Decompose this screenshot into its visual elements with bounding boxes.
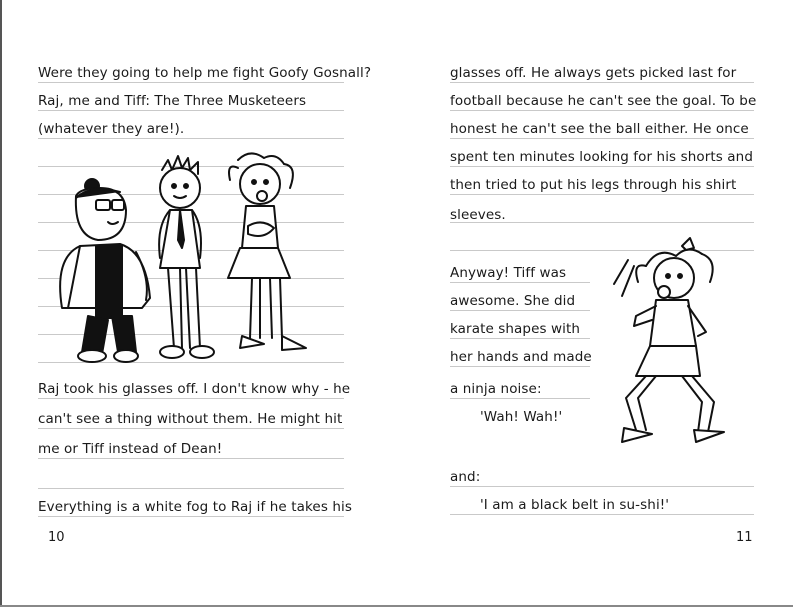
- text-line: me or Tiff instead of Dean!: [38, 441, 223, 457]
- page-number: 10: [48, 530, 65, 545]
- text-line: glasses off. He always gets picked last for: [450, 65, 737, 81]
- ruled-line: [450, 138, 754, 139]
- text-line: 'I am a black belt in su-shi!': [480, 497, 670, 513]
- ruled-line: [38, 516, 344, 517]
- text-line: (whatever they are!).: [38, 121, 185, 137]
- ruled-line: [450, 398, 590, 399]
- text-line: and:: [450, 469, 481, 485]
- text-line: Raj took his glasses off. I don't know why - he: [38, 381, 351, 397]
- ruled-line: [38, 110, 344, 111]
- left-page: [0, 0, 396, 607]
- ruled-line: [450, 310, 590, 311]
- ruled-line: [450, 486, 754, 487]
- ruled-line: [450, 166, 754, 167]
- text-line: Everything is a white fog to Raj if he takes his: [38, 499, 352, 515]
- ruled-line: [38, 138, 344, 139]
- right-page: [396, 0, 793, 607]
- text-line: her hands and made: [450, 349, 592, 365]
- three-friends-illustration: [50, 148, 330, 368]
- text-line: football because he can't see the goal. To be: [450, 93, 757, 109]
- text-line: sleeves.: [450, 207, 506, 223]
- text-line: honest he can't see the ball either. He once: [450, 121, 749, 137]
- ruled-line: [38, 398, 344, 399]
- text-line: a ninja noise:: [450, 381, 542, 397]
- text-line: then tried to put his legs through his shirt: [450, 177, 737, 193]
- ruled-line: [450, 110, 754, 111]
- text-line: 'Wah! Wah!': [480, 409, 563, 425]
- text-line: karate shapes with: [450, 321, 581, 337]
- ruled-line: [38, 488, 344, 489]
- ruled-line: [38, 82, 344, 83]
- ruled-line: [38, 458, 344, 459]
- text-line: Raj, me and Tiff: The Three Musketeers: [38, 93, 307, 109]
- tiff-karate-illustration: [606, 236, 746, 446]
- page-number: 11: [736, 530, 753, 545]
- ruled-line: [450, 338, 590, 339]
- ruled-line: [450, 282, 590, 283]
- ruled-line: [450, 514, 754, 515]
- text-line: Were they going to help me fight Goofy Gosnall?: [38, 65, 372, 81]
- ruled-line: [450, 82, 754, 83]
- ruled-line: [450, 194, 754, 195]
- text-line: can't see a thing without them. He might hit: [38, 411, 343, 427]
- text-line: spent ten minutes looking for his shorts and: [450, 149, 753, 165]
- text-line: Anyway! Tiff was: [450, 265, 567, 281]
- ruled-line: [38, 428, 344, 429]
- text-line: awesome. She did: [450, 293, 576, 309]
- ruled-line: [450, 366, 590, 367]
